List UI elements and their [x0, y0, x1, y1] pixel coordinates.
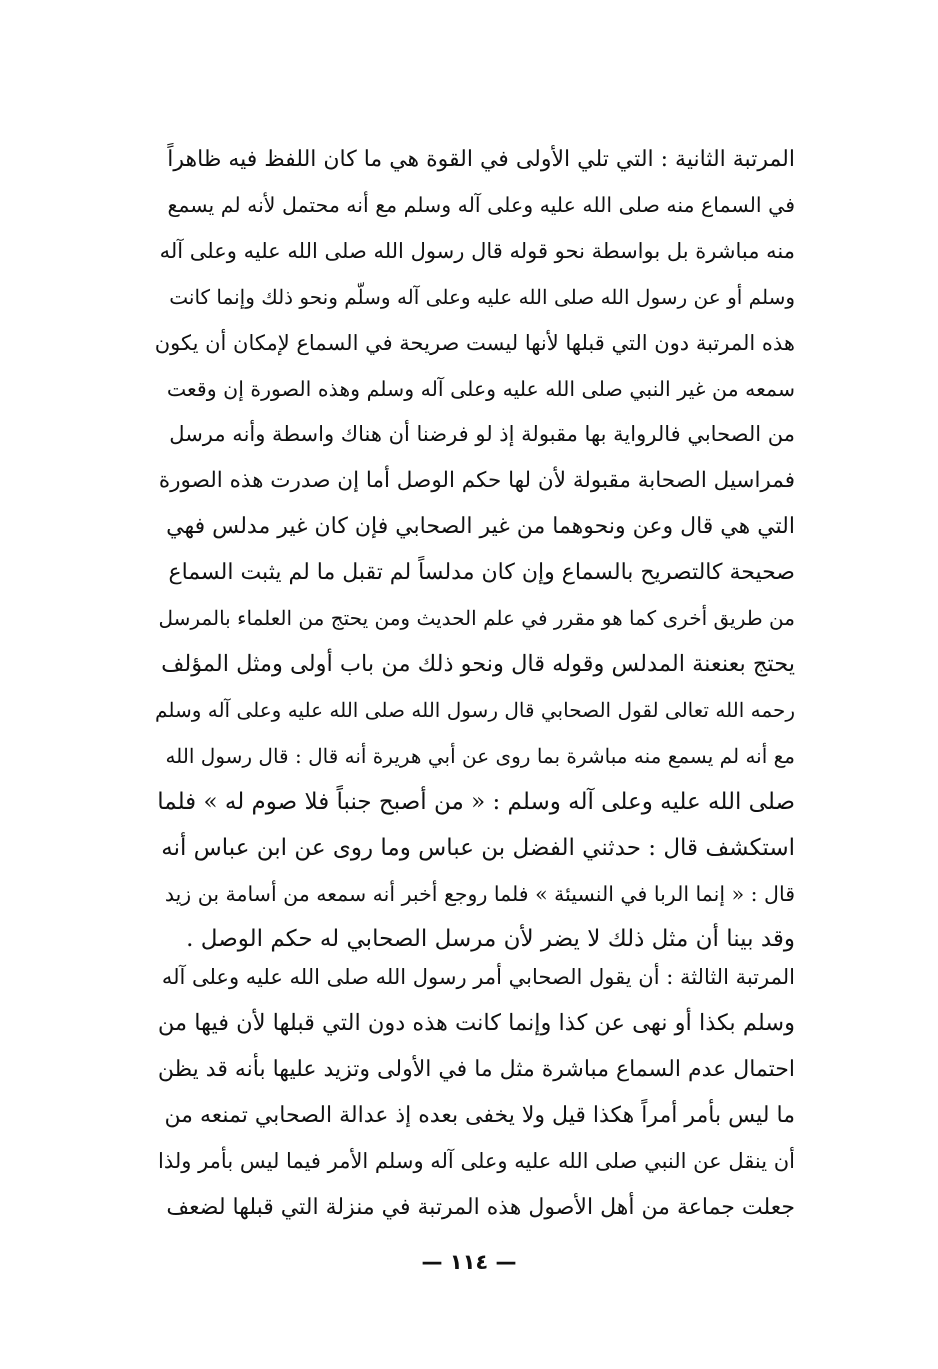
- text-line: في السماع منه صلى الله عليه وعلى آله وسلم مع أنه محتمل لأنه لم يسمع: [167, 192, 795, 217]
- text-line: من الصحابي فالرواية بها مقبولة إذ لو فرضنا أن هناك واسطة وأنه مرسل: [169, 422, 795, 447]
- text-line: صحيحة كالتصريح بالسماع وإن كان مدلساً لم تقبل ما لم يثبت السماع: [168, 560, 795, 586]
- text-line: المرتبة الثالثة : أن يقول الصحابي أمر رسول الله صلى الله عليه وعلى آله: [161, 965, 795, 989]
- text-line: وسلم أو عن رسول الله صلى الله عليه وعلى آله وسلّم ونحو ذلك وإنما كانت: [169, 284, 795, 309]
- text-line: فمراسيل الصحابة مقبولة لأن لها حكم الوصل أما إن صدرت هذه الصورة: [158, 468, 795, 494]
- text-line: صلى الله عليه وعلى آله وسلم : « من أصبح جنباً فلا صوم له » فلما: [157, 788, 795, 815]
- text-line: وقد بينا أن مثل ذلك لا يضر لأن مرسل الصحابي له حكم الوصل .: [186, 926, 795, 953]
- text-line: وسلم بكذا أو نهى عن كذا وإنما كانت هذه دون التي قبلها لأن فيها من: [157, 1009, 795, 1036]
- text-line: مع أنه لم يسمع منه مباشرة بما روى عن أبي هريرة أنه قال : قال رسول الله: [165, 743, 795, 768]
- text-line: استكشف قال : حدثني الفضل بن عباس وما روى عن ابن عباس أنه: [161, 834, 795, 861]
- text-line: قال : « إنما الربا في النسيئة » فلما روجع أخبر أنه سمعه من أسامة بن زيد: [164, 881, 795, 906]
- text-line: من طريق أخرى كما هو مقرر في علم الحديث ومن يحتج من العلماء بالمرسل: [158, 606, 795, 631]
- text-line: التي هي قال وعن ونحوهما من غير الصحابي فإن كان غير مدلس فهي: [166, 514, 795, 540]
- text-line: هذه المرتبة دون التي قبلها لأنها ليست صريحة في السماع لإمكان أن يكون: [155, 330, 795, 355]
- text-line: جعلت جماعة من أهل الأصول هذه المرتبة في منزلة التي قبلها لضعف: [166, 1194, 795, 1220]
- text-line: سمعه من غير النبي صلى الله عليه وعلى آله وسلم وهذه الصورة إن وقعت: [166, 376, 795, 401]
- text-line: منه مباشرة بل بواسطة نحو قوله قال رسول الله صلى الله عليه وعلى آله: [159, 238, 795, 263]
- text-line: يحتج بعنعنة المدلس وقوله قال ونحو ذلك من باب أولى ومثل المؤلف: [161, 650, 795, 677]
- text-line: احتمال عدم السماع مباشرة مثل ما في الأولى وتزيد عليها بأنه قد يظن: [157, 1056, 795, 1082]
- page-number: — ١١٤ —: [421, 1250, 517, 1274]
- text-line: المرتبة الثانية : التي تلي الأولى في القوة هي ما كان اللفظ فيه ظاهراً: [167, 147, 795, 172]
- text-line: ما ليس بأمر أمراً هكذا قيل ولا يخفى بعده إذ عدالة الصحابي تمنعه من: [164, 1102, 795, 1128]
- text-line: رحمه الله تعالى لقول الصحابي قال رسول الله صلى الله عليه وعلى آله وسلم: [155, 697, 795, 722]
- paragraph-second-rank: [155, 137, 795, 963]
- text-line: أن ينقل عن النبي صلى الله عليه وعلى آله وسلم الأمر فيما ليس بأمر ولذا: [158, 1148, 795, 1173]
- paragraph-third-rank: [155, 955, 795, 1230]
